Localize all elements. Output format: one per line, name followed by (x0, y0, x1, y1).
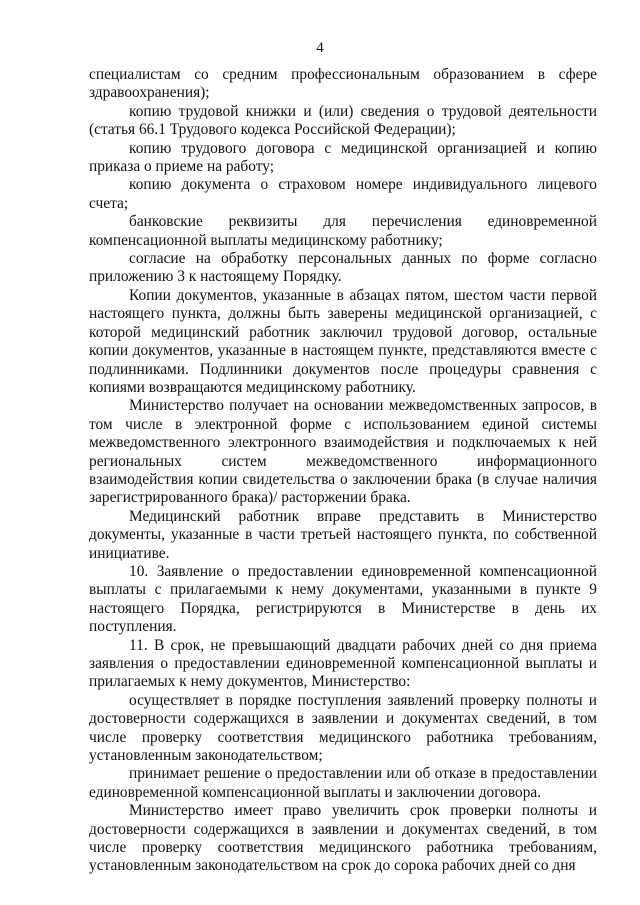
paragraph-own-initiative: Медицинский работник вправе представить в Министерство документы, указанные в части третьей настоящего пункта, по собственной инициативе. (89, 507, 597, 562)
paragraph-work-record-copy: копию трудовой книжки и (или) сведения о трудовой деятельности (статья 66.1 Трудового кодекса Российской Федерации); (89, 102, 597, 139)
paragraph-insurance-number-copy: копию документа о страховом номере индивидуального лицевого счета; (89, 176, 597, 212)
paragraph-interagency-requests: Министерство получает на основании межведомственных запросов, в том числе в электронной форме с использованием единой системы межведомственного электронного взаимодействия и подключаемых к ней региональных систем межведомственного информационного взаимодействия копии свидетельства о заключении брака (в случае наличия зарегистрированного брака)/ расторжении брака. (89, 397, 597, 507)
paragraph-qualification-continuation: специалистам со средним профессиональным образованием в сфере здравоохранения); (89, 66, 597, 102)
paragraph-employment-contract-copy: копию трудового договора с медицинской организацией и копию приказа о приеме на работу; (89, 139, 597, 176)
paragraph-document-certification: Копии документов, указанные в абзацах пятом, шестом части первой настоящего пункта, должны быть заверены медицинской организацией, с которой медицинский работник заключил трудовой договор, остальные копии документов, указанные в настоящем пункте, представляются вместе с подлинниками. Подлинники документов после процедуры сравнения с копиями возвращаются медицинскому работнику. (89, 286, 597, 396)
page-number: 4 (316, 40, 324, 56)
paragraph-clause-10: 10. Заявление о предоставлении единовременной компенсационной выплаты с прилагаемыми к нему документами, указанными в пункте 9 настоящего Порядка, регистрируются в Министерстве в день их поступления. (89, 562, 597, 636)
paragraph-decision: принимает решение о предоставлении или об отказе в предоставлении единовременной компенсационной выплаты и заключении договора. (89, 765, 597, 801)
document-body (89, 66, 597, 876)
paragraph-clause-11: 11. В срок, не превышающий двадцати рабочих дней со дня приема заявления о предоставлении единовременной компенсационной выплаты и прилагаемых к нему документов, Министерство: (89, 636, 597, 691)
paragraph-verification: осуществляет в порядке поступления заявлений проверку полноты и достоверности содержащихся в заявлении и документах сведений, в том числе проверку соответствия медицинского работника требованиям, установленным законодательством; (89, 691, 597, 765)
paragraph-bank-details: банковские реквизиты для перечисления единовременной компенсационной выплаты медицинскому работнику; (89, 213, 597, 249)
paragraph-term-extension: Министерство имеет право увеличить срок проверки полноты и достоверности содержащихся в заявлении и документах сведений, в том числе проверку соответствия медицинского работника требованиям, установленным законодательством на срок до сорока рабочих дней со дня (89, 802, 597, 875)
paragraph-personal-data-consent: согласие на обработку персональных данных по форме согласно приложению 3 к настоящему Порядку. (89, 250, 597, 286)
